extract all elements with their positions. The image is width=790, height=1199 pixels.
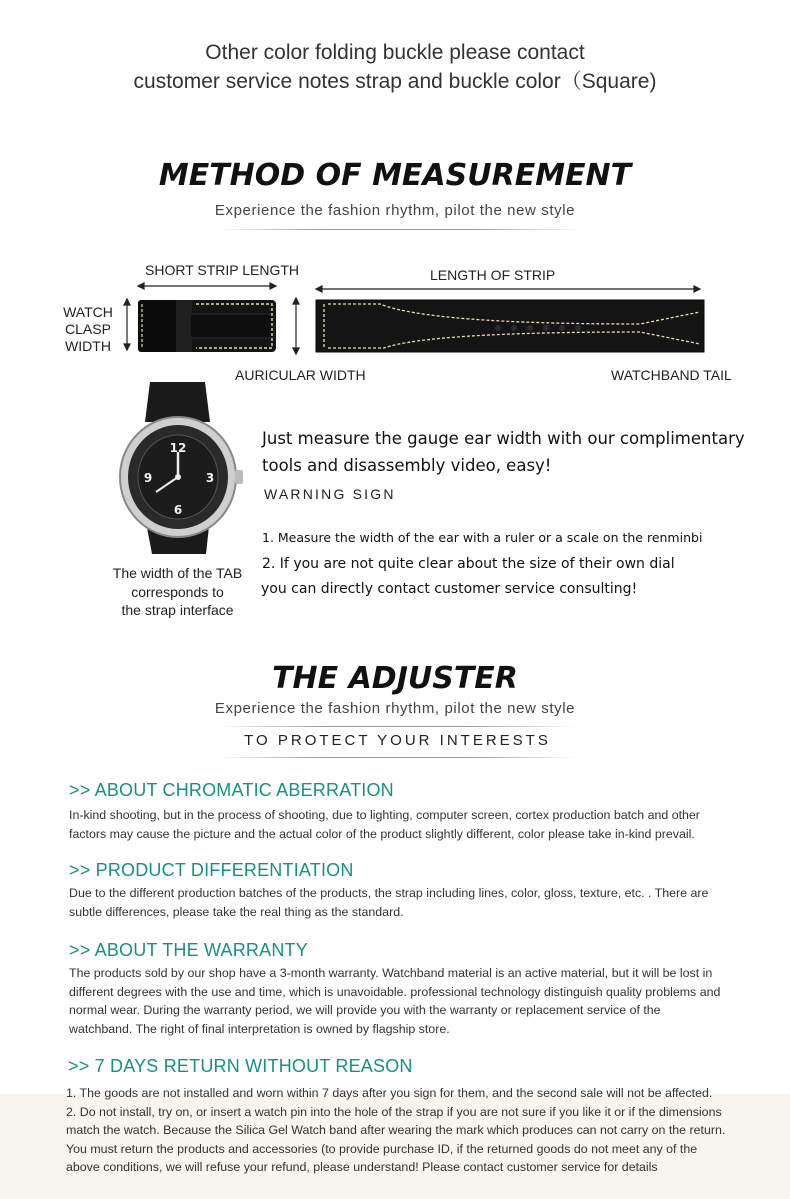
adjuster-subtitle: Experience the fashion rhythm, pilot the new style	[214, 700, 576, 717]
step-2: 2. If you are not quite clear about the size of their own dial	[262, 556, 675, 572]
color-note-line-1: Other color folding buckle please contact	[205, 41, 585, 64]
clasp-label-line-3: WIDTH	[65, 338, 111, 354]
auricular-width-arrow	[293, 298, 299, 354]
tab-caption-line-3: the strap interface	[121, 602, 234, 618]
long-strap-image	[316, 300, 704, 352]
dial-numeral-9: 9	[143, 471, 153, 485]
warning-sign: WARNING SIGN	[264, 486, 396, 502]
section-heading-differentiation: >> PRODUCT DIFFERENTIATION	[69, 860, 354, 880]
adjuster-divider-top	[218, 726, 576, 727]
intro-line-1: Just measure the gauge ear width with our complimentary	[262, 429, 745, 448]
length-of-strip-arrow	[316, 286, 700, 292]
measurement-subtitle: Experience the fashion rhythm, pilot the new style	[214, 202, 576, 219]
adjuster-title: THE ADJUSTER	[272, 661, 518, 696]
tab-caption-line-2: corresponds to	[131, 583, 224, 600]
length-of-strip-label: LENGTH OF STRIP	[430, 267, 556, 283]
short-strap-image	[138, 300, 276, 352]
adjuster-divider-bottom	[218, 757, 576, 758]
measurement-title: METHOD OF MEASUREMENT	[158, 158, 632, 193]
section-body-warranty: The products sold by our shop have a 3-month warranty. Watchband material is an active material, but it will be lost in different degrees with the use and time, which is unavoidable. professional technology distinguish quality problems and normal wear. During the warranty period, we will provide you with the warranty or replacement service of the watchband. The right of final interpretation is owned by flagship store.	[69, 966, 721, 1036]
section-heading-chromatic: >> ABOUT CHROMATIC ABERRATION	[69, 780, 394, 800]
adjuster-tagline: TO PROTECT YOUR INTERESTS	[244, 732, 551, 749]
auricular-width-label: AURICULAR WIDTH	[235, 367, 366, 383]
watch-image	[110, 382, 245, 557]
tab-caption-line-1: The width of the TAB	[112, 565, 243, 581]
section-body-return: 1. The goods are not installed and worn within 7 days after you sign for them, and the second sale will not be affected. 2. Do not install, try on, or insert a watch pin into the hole of the strap if you are not sure if you like it or if the dimensions match the watch. Because the Silica Gel Watch band after wearing the mark which produces can not carry on the return. You must return the products and accessories (to provide purchase ID, if the returned goods do not meet any of the above conditions, we will refuse your refund, please understand! Please contact customer service for details	[66, 1086, 726, 1174]
watchband-tail-label: WATCHBAND TAIL	[611, 367, 732, 383]
short-strip-label: SHORT STRIP LENGTH	[145, 262, 300, 278]
dial-numeral-3: 3	[205, 471, 215, 485]
clasp-width-arrow	[124, 299, 130, 350]
short-strip-arrow	[138, 283, 276, 289]
section-body-chromatic: In-kind shooting, but in the process of shooting, due to lighting, computer screen, cortex production batch and other factors may cause the picture and the actual color of the product slightly different, color please take in-kind prevail.	[69, 808, 700, 841]
watch-crown	[235, 470, 243, 484]
dial-numeral-12: 12	[169, 441, 187, 455]
intro-text	[262, 425, 745, 479]
dial-numeral-6: 6	[173, 503, 183, 517]
measurement-divider	[218, 229, 580, 230]
clasp-label-line-1: WATCH	[63, 304, 113, 320]
step-3: you can directly contact customer service consulting!	[261, 581, 638, 597]
color-note-line-2: customer service notes strap and buckle color（Square)	[133, 70, 657, 93]
section-body-differentiation: Due to the different production batches of the products, the strap including lines, color, gloss, texture, etc. . There are subtle differences, please take the real thing as the standard.	[69, 886, 709, 919]
tab-caption	[100, 564, 255, 620]
strap-diagram	[0, 270, 790, 370]
clasp-label-line-2: CLASP	[65, 321, 111, 337]
section-heading-return: >> 7 DAYS RETURN WITHOUT REASON	[68, 1056, 413, 1076]
step-1: 1. Measure the width of the ear with a ruler or a scale on the renminbi	[262, 530, 703, 545]
strap-top	[145, 382, 210, 422]
intro-line-2: tools and disassembly video, easy!	[262, 456, 552, 475]
section-heading-warranty: >> ABOUT THE WARRANTY	[69, 940, 308, 960]
